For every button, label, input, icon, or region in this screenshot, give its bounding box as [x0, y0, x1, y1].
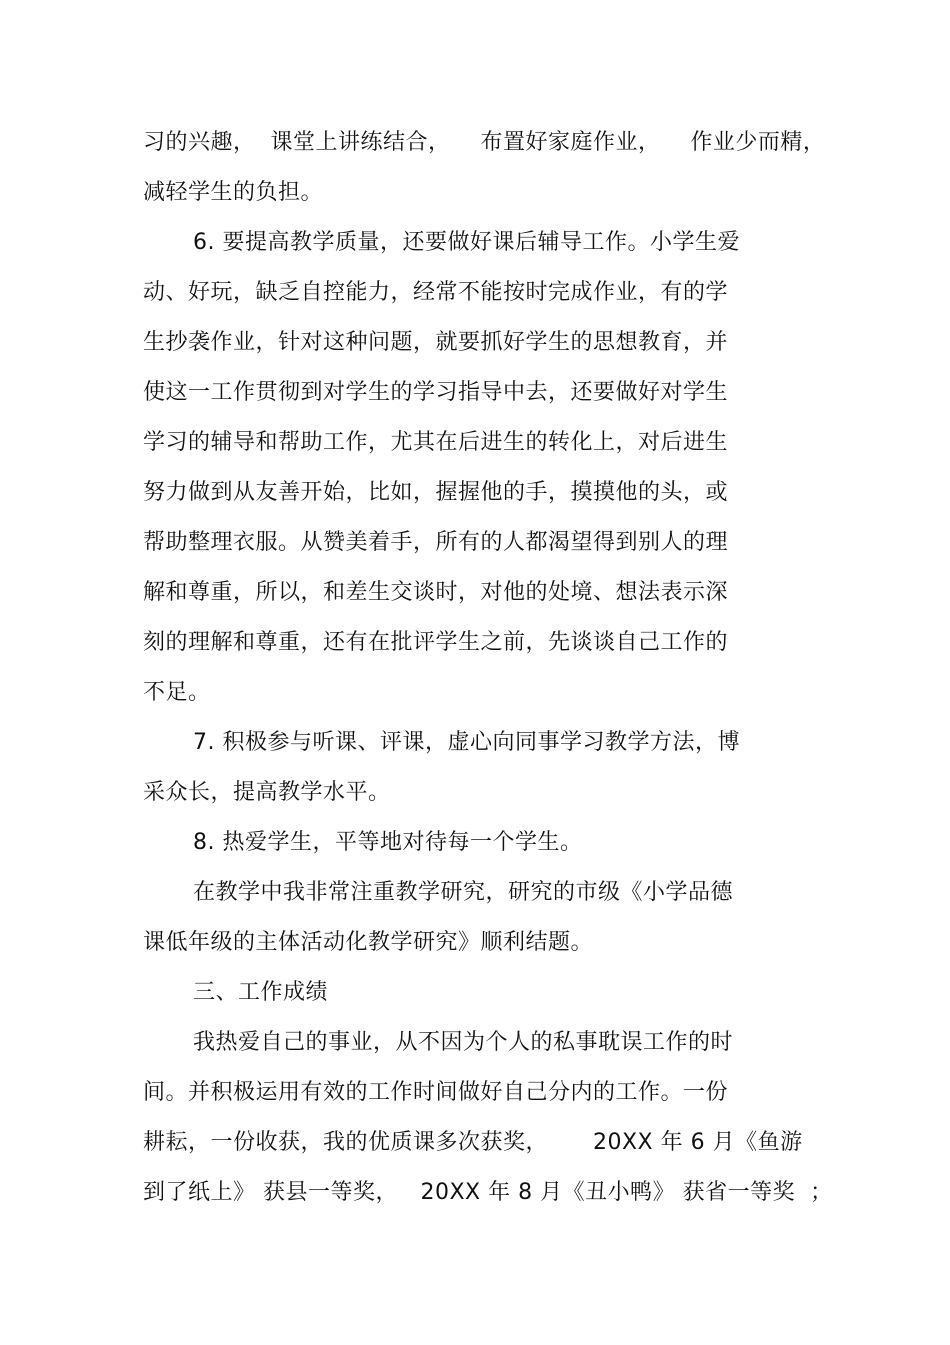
paragraph-line: 到了纸上》 获县一等奖， 20XX 年 8 月《丑小鸭》 获省一等奖 ；	[143, 1180, 833, 1205]
list-item-7: 7. 积极参与听课、评课，虚心向同事学习教学方法，博	[193, 730, 740, 755]
section-heading: 三、工作成绩	[193, 980, 329, 1005]
paragraph-line: 动、好玩，缺乏自控能力，经常不能按时完成作业，有的学	[143, 280, 729, 305]
paragraph-line: 习的兴趣， 课堂上讲练结合， 布置好家庭作业， 作业少而精，	[143, 130, 826, 155]
list-item-8: 8. 热爱学生，平等地对待每一个学生。	[193, 830, 583, 855]
paragraph-line: 采众长，提高教学水平。	[143, 780, 391, 805]
paragraph-line: 耕耘，一份收获，我的优质课多次获奖， 20XX 年 6 月《鱼游	[143, 1130, 803, 1155]
paragraph-line: 减轻学生的负担。	[143, 180, 324, 205]
paragraph-line: 我热爱自己的事业，从不因为个人的私事耽误工作的时	[193, 1030, 734, 1055]
paragraph-line: 生抄袭作业，针对这种问题，就要抓好学生的思想教育，并	[143, 330, 729, 355]
paragraph-line: 不足。	[143, 680, 211, 705]
paragraph-line: 学习的辅导和帮助工作，尤其在后进生的转化上，对后进生	[143, 430, 729, 455]
paragraph-line: 间。并积极运用有效的工作时间做好自己分内的工作。一份	[143, 1080, 729, 1105]
paragraph-line: 使这一工作贯彻到对学生的学习指导中去，还要做好对学生	[143, 380, 729, 405]
paragraph-line: 帮助整理衣服。从赞美着手，所有的人都渴望得到别人的理	[143, 530, 729, 555]
paragraph-line: 刻的理解和尊重，还有在批评学生之前，先谈谈自己工作的	[143, 630, 729, 655]
paragraph-line: 课低年级的主体活动化教学研究》顺利结题。	[143, 930, 594, 955]
paragraph-line: 在教学中我非常注重教学研究，研究的市级《小学品德	[193, 880, 734, 905]
paragraph-line: 解和尊重，所以，和差生交谈时，对他的处境、想法表示深	[143, 580, 729, 605]
list-item-6: 6. 要提高教学质量，还要做好课后辅导工作。小学生爱	[193, 230, 740, 255]
paragraph-line: 努力做到从友善开始，比如，握握他的手，摸摸他的头，或	[143, 480, 729, 505]
